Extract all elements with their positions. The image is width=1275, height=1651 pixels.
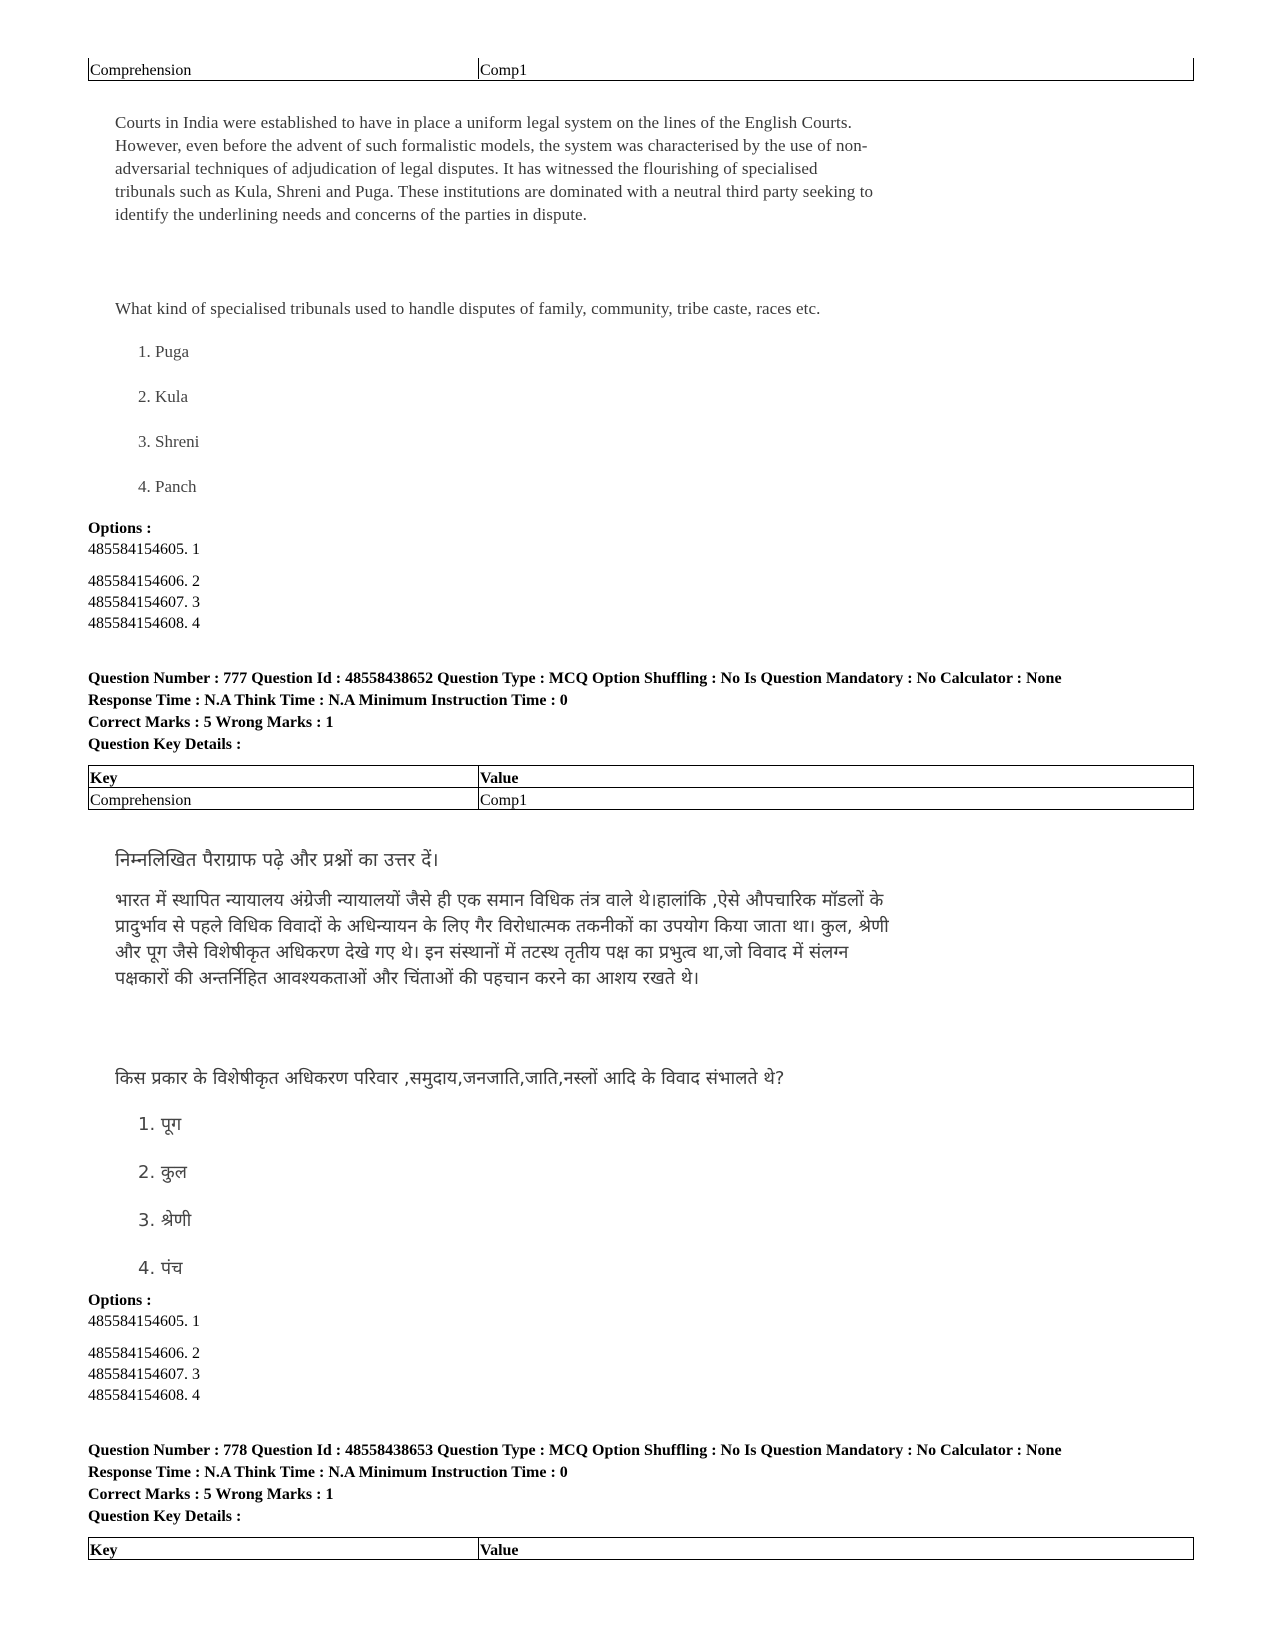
meta-line: Question Key Details : bbox=[88, 1508, 242, 1525]
passage-line: Courts in India were established to have in place a uniform legal system on the lines of the English Courts. bbox=[115, 113, 852, 132]
table-cell-key: Comprehension bbox=[89, 788, 479, 809]
choice-item: 4. Panch bbox=[138, 477, 197, 496]
passage-line: However, even before the advent of such formalistic models, the system was characterised by the use of non- bbox=[115, 136, 868, 155]
choice-item: 3. Shreni bbox=[138, 432, 200, 451]
key-details-table bbox=[88, 765, 1194, 810]
meta-line: Correct Marks : 5 Wrong Marks : 1 bbox=[88, 714, 334, 731]
options-label: Options : bbox=[88, 520, 152, 537]
passage-line: adversarial techniques of adjudication of legal disputes. It has witnessed the flourishing of specialised bbox=[115, 159, 818, 178]
option-id-line: 485584154606. 2 bbox=[88, 1345, 200, 1362]
option-id-line: 485584154606. 2 bbox=[88, 573, 200, 590]
passage-line: प्रादुर्भाव से पहले विधिक विवादों के अधिन्यायन के लिए गैर विरोधात्मक तकनीकों का उपयोग किया जाता था। कुल, श्रेणी bbox=[115, 916, 889, 937]
table-header-value: Value bbox=[480, 770, 519, 787]
table-row bbox=[89, 787, 1193, 809]
option-id-line: 485584154608. 4 bbox=[88, 1387, 200, 1404]
option-id-line: 485584154605. 1 bbox=[88, 1313, 200, 1330]
choice-item: 4. पंच bbox=[138, 1258, 183, 1279]
table-cell-value: Comp1 bbox=[480, 792, 528, 809]
meta-line: Response Time : N.A Think Time : N.A Minimum Instruction Time : 0 bbox=[88, 1464, 568, 1481]
choice-item: 1. Puga bbox=[138, 342, 189, 361]
choice-item: 2. Kula bbox=[138, 387, 189, 406]
table-cell-key: Comprehension bbox=[89, 58, 479, 79]
option-id-line: 485584154607. 3 bbox=[88, 1366, 200, 1383]
table-header-row bbox=[89, 1537, 1193, 1559]
instruction-text: निम्नलिखित पैराग्राफ पढ़े और प्रश्नों का उत्तर दें। bbox=[115, 849, 439, 871]
meta-line: Correct Marks : 5 Wrong Marks : 1 bbox=[88, 1486, 334, 1503]
table-header-key: Key bbox=[89, 1538, 479, 1559]
table-cell-value: Comp1 bbox=[480, 62, 528, 79]
option-id-line: 485584154605. 1 bbox=[88, 541, 200, 558]
passage-line: और पूग जैसे विशेषीकृत अधिकरण देखे गए थे। इन संस्थानों में तटस्थ तृतीय पक्ष का प्रभुत्व था,जो विवाद में संलग्न bbox=[115, 942, 849, 963]
passage-line: भारत में स्थापित न्यायालय अंग्रेजी न्यायालयों जैसे ही एक समान विधिक तंत्र वाले थे।हालांकि ,ऐसे औपचारिक मॉडलों के bbox=[115, 890, 884, 911]
passage-line: पक्षकारों की अन्तर्निहित आवश्यकताओं और चिंताओं की पहचान करने का आशय रखते थे। bbox=[115, 968, 700, 989]
table-header-row bbox=[89, 765, 1193, 787]
choice-item: 3. श्रेणी bbox=[138, 1210, 192, 1231]
meta-line: Question Number : 777 Question Id : 48558438652 Question Type : MCQ Option Shuffling : No Is Question Mandatory : No Calculator : None bbox=[88, 670, 1062, 687]
options-label: Options : bbox=[88, 1292, 152, 1309]
question-text: किस प्रकार के विशेषीकृत अधिकरण परिवार ,समुदाय,जनजाति,जाति,नस्लों आदि के विवाद संभालते थे? bbox=[115, 1068, 785, 1089]
passage-line: identify the underlining needs and concerns of the parties in dispute. bbox=[115, 205, 588, 224]
table-header-value: Value bbox=[480, 1542, 519, 1559]
meta-line: Question Number : 778 Question Id : 48558438653 Question Type : MCQ Option Shuffling : No Is Question Mandatory : No Calculator : None bbox=[88, 1442, 1062, 1459]
option-id-line: 485584154608. 4 bbox=[88, 615, 200, 632]
meta-line: Response Time : N.A Think Time : N.A Minimum Instruction Time : 0 bbox=[88, 692, 568, 709]
meta-line: Question Key Details : bbox=[88, 736, 242, 753]
choice-item: 1. पूग bbox=[138, 1114, 182, 1135]
key-details-table-continued bbox=[88, 58, 1194, 81]
passage-line: tribunals such as Kula, Shreni and Puga. These institutions are dominated with a neutral third party seeking to bbox=[115, 182, 874, 201]
table-header-key: Key bbox=[89, 766, 479, 787]
option-id-line: 485584154607. 3 bbox=[88, 594, 200, 611]
table-row bbox=[89, 58, 1193, 80]
question-text: What kind of specialised tribunals used to handle disputes of family, community, tribe caste, races etc. bbox=[115, 299, 821, 318]
choice-item: 2. कुल bbox=[138, 1162, 187, 1183]
key-details-table bbox=[88, 1537, 1194, 1560]
